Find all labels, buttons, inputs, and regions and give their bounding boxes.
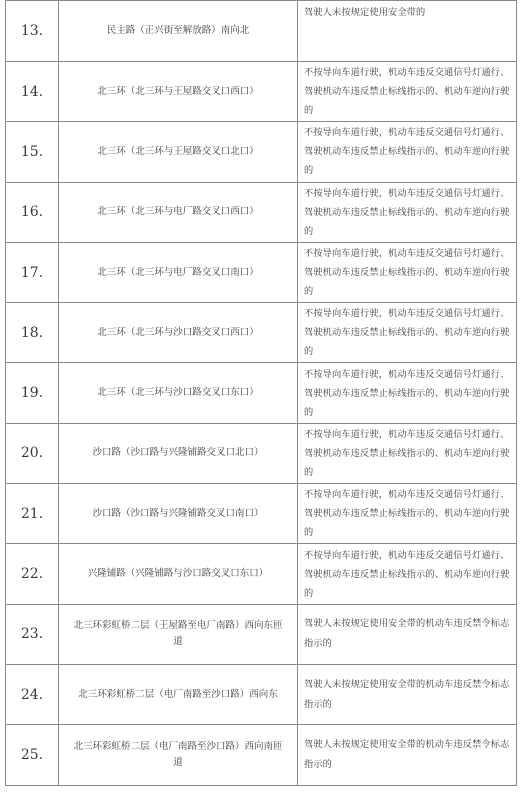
row-number: 21. [6, 484, 59, 544]
row-number: 19. [6, 363, 59, 423]
row-number: 25. [6, 725, 59, 785]
row-number: 17. [6, 242, 59, 302]
row-number: 16. [6, 182, 59, 242]
violation-cell: 不按导向车道行驶，机动车违反交通信号灯通行、驾驶机动车违反禁止标线指示的、机动车逆向行驶的 [298, 484, 517, 544]
row-number: 13. [6, 1, 59, 62]
table-row [6, 664, 517, 724]
location-cell: 北三环（北三环与电厂路交叉口南口） [59, 242, 298, 302]
location-cell: 北三环（北三环与沙口路交叉口西口） [59, 303, 298, 363]
row-number: 20. [6, 423, 59, 483]
violation-cell: 不按导向车道行驶，机动车违反交通信号灯通行、驾驶机动车违反禁止标线指示的、机动车逆向行驶的 [298, 363, 517, 423]
table-row [6, 1, 517, 62]
table-row [6, 122, 517, 182]
row-number: 22. [6, 544, 59, 604]
location-cell: 北三环（北三环与沙口路交叉口东口） [59, 363, 298, 423]
table-row [6, 725, 517, 785]
location-cell: 北三环彩虹桥二层（电厂南路至沙口路）西向南匝道 [59, 725, 298, 785]
table-row [6, 544, 517, 604]
location-cell: 北三环彩虹桥二层（王屋路至电厂南路）西向东匝道 [59, 604, 298, 664]
location-cell: 北三环彩虹桥二层（电厂南路至沙口路）西向东 [59, 664, 298, 724]
row-number: 23. [6, 604, 59, 664]
violation-cell: 不按导向车道行驶，机动车违反交通信号灯通行、驾驶机动车违反禁止标线指示的、机动车逆向行驶的 [298, 242, 517, 302]
row-number: 24. [6, 664, 59, 724]
table-row [6, 423, 517, 483]
violation-location-table-page [5, 0, 516, 786]
violation-cell: 驾驶人未按规定使用安全带的机动车违反禁令标志指示的 [298, 604, 517, 664]
violation-cell: 不按导向车道行驶，机动车违反交通信号灯通行、驾驶机动车违反禁止标线指示的、机动车逆向行驶的 [298, 423, 517, 483]
location-cell: 北三环（北三环与电厂路交叉口西口） [59, 182, 298, 242]
violation-cell: 不按导向车道行驶，机动车违反交通信号灯通行、驾驶机动车违反禁止标线指示的、机动车逆向行驶的 [298, 122, 517, 182]
location-cell: 民主路（正兴街至解放路）南向北 [59, 1, 298, 62]
violation-cell: 驾驶人未按规定使用安全带的机动车违反禁令标志指示的 [298, 664, 517, 724]
violation-cell: 不按导向车道行驶，机动车违反交通信号灯通行、驾驶机动车违反禁止标线指示的、机动车逆向行驶的 [298, 303, 517, 363]
row-number: 18. [6, 303, 59, 363]
table-row [6, 363, 517, 423]
violation-cell: 驾驶人未按规定使用安全带的 [298, 1, 517, 62]
table-row [6, 484, 517, 544]
location-cell: 北三环（北三环与王屋路交叉口西口） [59, 62, 298, 122]
violation-cell: 不按导向车道行驶，机动车违反交通信号灯通行、驾驶机动车违反禁止标线指示的、机动车逆向行驶的 [298, 182, 517, 242]
row-number: 14. [6, 62, 59, 122]
violation-location-table [5, 0, 517, 786]
row-number: 15. [6, 122, 59, 182]
violation-cell: 不按导向车道行驶，机动车违反交通信号灯通行、驾驶机动车违反禁止标线指示的、机动车逆向行驶的 [298, 62, 517, 122]
violation-cell: 不按导向车道行驶，机动车违反交通信号灯通行、驾驶机动车违反禁止标线指示的、机动车逆向行驶的 [298, 544, 517, 604]
location-cell: 北三环（北三环与王屋路交叉口北口） [59, 122, 298, 182]
violation-cell: 驾驶人未按规定使用安全带的机动车违反禁令标志指示的 [298, 725, 517, 785]
table-row [6, 604, 517, 664]
location-cell: 沙口路（沙口路与兴隆铺路交叉口南口） [59, 484, 298, 544]
table-row [6, 303, 517, 363]
table-row [6, 182, 517, 242]
location-cell: 沙口路（沙口路与兴隆铺路交叉口北口） [59, 423, 298, 483]
table-row [6, 242, 517, 302]
table-row [6, 62, 517, 122]
location-cell: 兴隆铺路（兴隆铺路与沙口路交叉口东口） [59, 544, 298, 604]
